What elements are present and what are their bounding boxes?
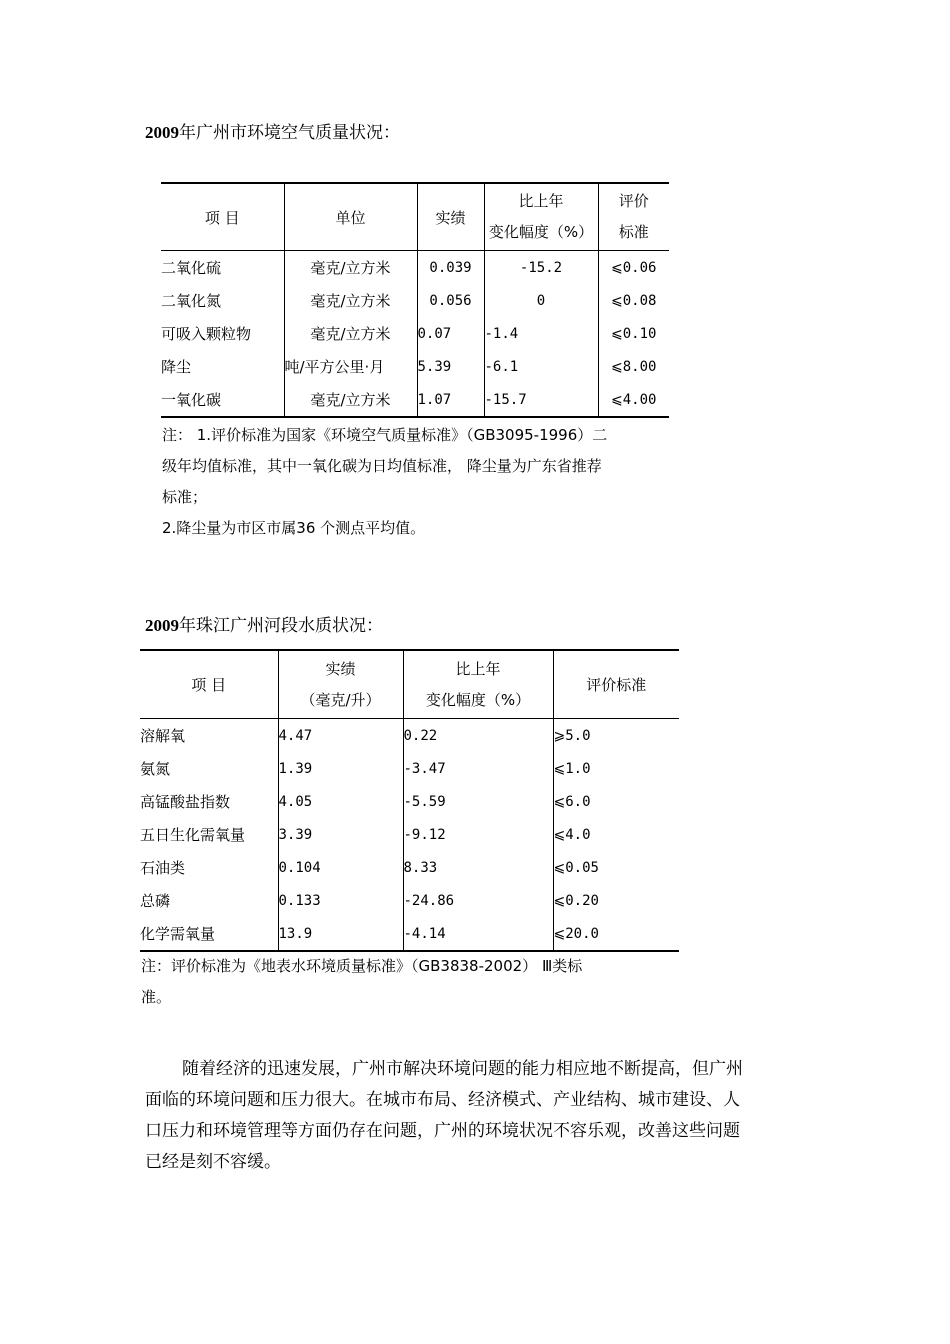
table-row — [161, 350, 669, 383]
header-actual-line1: 实绩 — [325, 659, 356, 678]
cell-item: 一氧化碳 — [161, 383, 284, 417]
cell-item: 可吸入颗粒物 — [161, 325, 252, 343]
cell-unit: 毫克/立方米 — [284, 284, 417, 317]
header-change-line1: 比上年 — [518, 192, 564, 210]
table-row — [161, 284, 669, 317]
cell-item: 化学需氧量 — [140, 917, 278, 951]
cell-standard: ⩽0.08 — [598, 284, 669, 317]
cell-item: 二氧化硫 — [161, 259, 222, 277]
cell-standard: ⩽8.00 — [598, 350, 669, 383]
header-actual — [278, 650, 403, 719]
table-row — [140, 884, 679, 917]
air-note-line: 级年均值标准，其中一氧化碳为日均值标准， 降尘量为广东省推荐 — [162, 457, 602, 475]
cell-item: 石油类 — [140, 859, 186, 877]
cell-standard: ⩽0.20 — [553, 884, 679, 917]
header-eval-line1: 评价 — [618, 192, 649, 210]
cell-unit: 毫克/立方米 — [284, 383, 417, 417]
cell-change: -6.1 — [484, 350, 598, 383]
cell-actual: 4.47 — [278, 719, 403, 753]
table-row — [140, 851, 679, 884]
water-note — [141, 951, 582, 1013]
cell-standard: ⩽6.0 — [553, 785, 679, 818]
cell-actual: 0.056 — [417, 284, 484, 317]
cell-item: 高锰酸盐指数 — [140, 793, 231, 811]
header-change-line2: 变化幅度（%） — [488, 223, 594, 241]
cell-item: 五日生化需氧量 — [140, 826, 246, 844]
water-title-text: 年珠江广州河段水质状况： — [179, 616, 383, 636]
header-actual-line2: （毫克/升） — [300, 690, 381, 709]
water-note-line: 注：评价标准为《地表水环境质量标准》（GB3838-2002） Ⅲ类标 — [141, 957, 583, 975]
cell-actual: 1.39 — [278, 752, 403, 785]
table-header-row — [161, 183, 669, 251]
cell-actual: 0.07 — [417, 317, 484, 350]
cell-item: 溶解氧 — [140, 727, 186, 745]
header-eval: 评价标准 — [553, 650, 679, 719]
cell-change: -9.12 — [403, 818, 553, 851]
cell-item: 总磷 — [140, 892, 171, 910]
paragraph-line: 口压力和环境管理等方面仍存在问题，广州的环境状况不容乐观，改善这些问题 — [145, 1121, 740, 1141]
cell-change: 8.33 — [403, 851, 553, 884]
cell-standard: ⩽4.0 — [553, 818, 679, 851]
cell-actual: 3.39 — [278, 818, 403, 851]
body-paragraph — [145, 1054, 743, 1178]
cell-change: -15.7 — [484, 383, 598, 417]
cell-standard: ⩽20.0 — [553, 917, 679, 951]
header-change-line2: 变化幅度（%） — [425, 690, 531, 709]
table-row — [140, 752, 679, 785]
cell-change: 0.22 — [403, 719, 553, 753]
water-title-year: 2009 — [145, 616, 179, 635]
cell-standard: ⩽0.06 — [598, 251, 669, 285]
cell-actual: 4.05 — [278, 785, 403, 818]
air-quality-table — [161, 182, 669, 418]
water-quality-title — [145, 611, 383, 636]
cell-standard: ⩽0.10 — [598, 317, 669, 350]
header-item: 项 目 — [161, 183, 284, 251]
cell-item: 氨氮 — [140, 760, 171, 778]
cell-actual: 1.07 — [417, 383, 484, 417]
cell-change: 0 — [484, 284, 598, 317]
cell-unit: 吨/平方公里·月 — [284, 350, 417, 383]
cell-standard: ⩾5.0 — [553, 719, 679, 753]
cell-change: -15.2 — [484, 251, 598, 285]
water-quality-table — [140, 649, 679, 952]
cell-item: 二氧化氮 — [161, 292, 222, 310]
air-note — [162, 420, 607, 544]
cell-unit: 毫克/立方米 — [284, 317, 417, 350]
cell-actual: 0.133 — [278, 884, 403, 917]
table-header-row — [140, 650, 679, 719]
header-actual: 实绩 — [417, 183, 484, 251]
cell-standard: ⩽1.0 — [553, 752, 679, 785]
table-row — [161, 383, 669, 417]
cell-actual: 0.104 — [278, 851, 403, 884]
table-row — [140, 719, 679, 753]
cell-change: -4.14 — [403, 917, 553, 951]
header-change-line1: 比上年 — [455, 659, 501, 678]
cell-change: -5.59 — [403, 785, 553, 818]
header-unit: 单位 — [284, 183, 417, 251]
air-title-year: 2009 — [145, 123, 179, 142]
cell-change: -24.86 — [403, 884, 553, 917]
cell-standard: ⩽0.05 — [553, 851, 679, 884]
header-eval — [598, 183, 669, 251]
header-item: 项 目 — [140, 650, 278, 719]
air-title-text: 年广州市环境空气质量状况： — [179, 123, 400, 143]
cell-item: 降尘 — [161, 358, 192, 376]
cell-actual: 5.39 — [417, 350, 484, 383]
table-row — [140, 818, 679, 851]
cell-change: -3.47 — [403, 752, 553, 785]
paragraph-line: 面临的环境问题和压力很大。在城市布局、经济模式、产业结构、城市建设、人 — [145, 1090, 740, 1110]
cell-actual: 0.039 — [417, 251, 484, 285]
cell-actual: 13.9 — [278, 917, 403, 951]
cell-change: -1.4 — [484, 317, 598, 350]
air-note-line: 注： 1.评价标准为国家《环境空气质量标准》（GB3095-1996）二 — [162, 426, 608, 444]
paragraph-line: 已经是刻不容缓。 — [145, 1152, 281, 1172]
header-change — [403, 650, 553, 719]
table-row — [161, 317, 669, 350]
air-note-line: 2.降尘量为市区市属36 个测点平均值。 — [162, 519, 426, 537]
table-row — [140, 917, 679, 951]
table-row — [161, 251, 669, 285]
water-note-line: 准。 — [141, 988, 172, 1006]
air-note-line: 标准； — [162, 488, 208, 506]
paragraph-line: 随着经济的迅速发展，广州市解决环境问题的能力相应地不断提高，但广州 — [182, 1059, 743, 1079]
header-eval-line2: 标准 — [618, 223, 649, 241]
cell-unit: 毫克/立方米 — [284, 251, 417, 285]
cell-standard: ⩽4.00 — [598, 383, 669, 417]
air-quality-title — [145, 118, 400, 143]
header-change — [484, 183, 598, 251]
table-row — [140, 785, 679, 818]
